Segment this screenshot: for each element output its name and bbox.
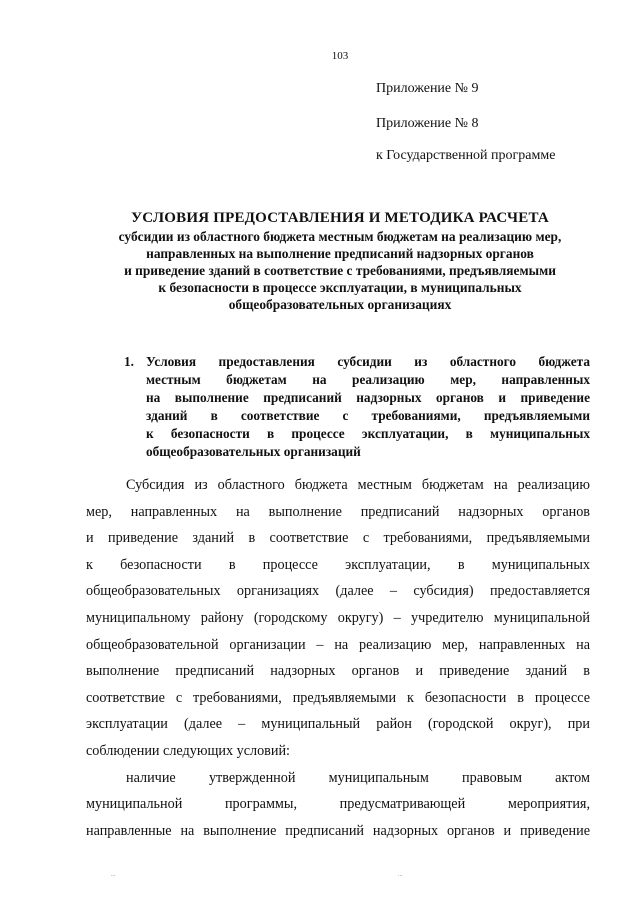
section-heading-line: зданий в соответствие с требованиями, предъявляемыми <box>146 408 590 423</box>
footer-mark-right: ... <box>398 872 403 878</box>
section-number: 1. <box>124 354 134 369</box>
paragraph-line: выполнение предписаний надзорных органов и приведение зданий в <box>86 663 590 680</box>
paragraph-line: к безопасности в процессе эксплуатации, в муниципальных <box>86 556 590 573</box>
section-heading <box>124 353 590 461</box>
paragraph-line: направленные на выполнение предписаний надзорных органов и приведение <box>86 822 590 839</box>
section-heading-line: общеобразовательных организаций <box>146 444 361 459</box>
paragraph-line: общеобразовательных организациях (далее – субсидия) предоставляется <box>86 583 590 600</box>
title-line: к безопасности в процессе эксплуатации, в муниципальных <box>158 280 522 295</box>
annex-label-9: Приложение № 9 <box>376 81 479 96</box>
section-heading-line: местным бюджетам на реализацию мер, направленных <box>146 372 590 387</box>
title-line: общеобразовательных организациях <box>228 297 452 312</box>
document-title <box>60 209 620 313</box>
title-line: и приведение зданий в соответствие с требованиями, предъявляемыми <box>124 263 556 278</box>
title-main: УСЛОВИЯ ПРЕДОСТАВЛЕНИЯ И МЕТОДИКА РАСЧЕТА <box>131 210 549 226</box>
section-heading-line: на выполнение предписаний надзорных органов и приведение <box>146 390 590 405</box>
paragraph-line: муниципальной программы, предусматривающей мероприятия, <box>86 796 590 813</box>
paragraph-line: наличие утвержденной муниципальным правовым актом <box>126 769 590 786</box>
annex-program-reference: к Государственной программе <box>376 148 556 163</box>
paragraph-line: общеобразовательной организации – на реализацию мер, направленных на <box>86 636 590 653</box>
title-line: субсидии из областного бюджета местным бюджетам на реализацию мер, <box>118 229 562 244</box>
section-heading-line: к безопасности в процессе эксплуатации, в муниципальных <box>146 426 590 441</box>
section-heading-line: Условия предоставления субсидии из областного бюджета <box>146 354 590 369</box>
paragraph-line: и приведение зданий в соответствие с требованиями, предъявляемыми <box>86 530 590 547</box>
paragraph-line: Субсидия из областного бюджета местным бюджетам на реализацию <box>126 477 590 493</box>
footer-mark-left: ... <box>111 872 116 878</box>
body-text <box>86 475 590 847</box>
title-line: направленных на выполнение предписаний надзорных органов <box>146 246 534 261</box>
annex-label-8: Приложение № 8 <box>376 116 479 131</box>
paragraph-line: мер, направленных на выполнение предписаний надзорных органов <box>86 503 590 520</box>
paragraph-line: соблюдении следующих условий: <box>86 742 290 759</box>
paragraph-line: эксплуатации (далее – муниципальный район (городской округ), при <box>86 716 590 733</box>
page-number: 103 <box>331 50 349 62</box>
paragraph-line: муниципальному району (городскому округу) – учредителю муниципальной <box>86 609 590 626</box>
paragraph-line: соответствие с требованиями, предъявляемыми к безопасности в процессе <box>86 689 590 706</box>
